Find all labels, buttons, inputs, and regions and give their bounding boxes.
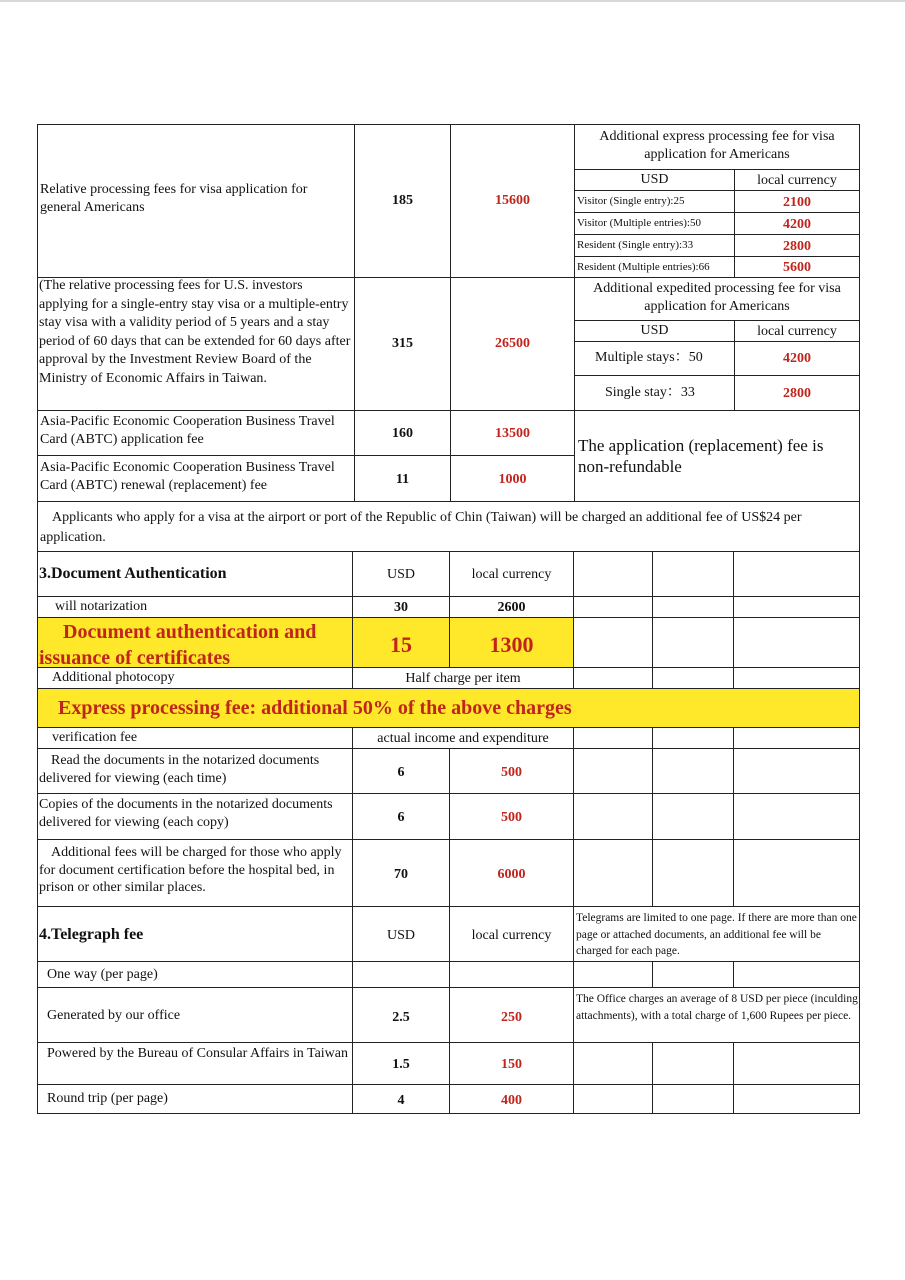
express-item-label: Visitor (Single entry):25 xyxy=(577,195,685,207)
empty-cell xyxy=(733,961,860,988)
copies-local: 500 xyxy=(501,810,522,825)
expedited-local-head: local currency xyxy=(757,324,837,339)
empty-cell xyxy=(652,839,734,907)
copies-usd: 6 xyxy=(397,810,405,825)
one-way-label: One way (per page) xyxy=(47,967,158,982)
copies-label: Copies of the documents in the notarized documents delivered for viewing (each copy) xyxy=(39,797,333,830)
page-top-edge xyxy=(0,0,905,2)
photocopy-value: Half charge per item xyxy=(405,671,521,686)
expedited-item-label: Single stay：33 xyxy=(605,385,695,400)
empty-cell xyxy=(652,727,734,749)
expedited-item-label: Multiple stays：50 xyxy=(595,350,703,365)
empty-cell xyxy=(733,839,860,907)
abtc-app-usd: 160 xyxy=(392,426,413,441)
general-label: Relative processing fees for visa application for general Americans xyxy=(40,182,308,215)
additional-label: Additional fees will be charged for those who apply for document certification before the hospital bed, in prison or other similar places. xyxy=(39,845,342,895)
empty-cell xyxy=(652,617,734,668)
notarization-usd: 30 xyxy=(394,600,408,615)
generated-local: 250 xyxy=(501,1010,522,1025)
empty-cell xyxy=(733,617,860,668)
empty-cell xyxy=(573,793,653,840)
empty-cell xyxy=(449,961,574,988)
generated-note: The Office charges an average of 8 USD per piece (inculding attachments), with a total charge of 1,600 Rupees per piece. xyxy=(576,993,858,1022)
issuance-label: Document authentication and issuance of certificates xyxy=(39,621,317,669)
empty-cell xyxy=(573,1042,653,1085)
empty-cell xyxy=(652,667,734,689)
empty-cell xyxy=(733,1084,860,1114)
empty-cell xyxy=(652,551,734,597)
empty-cell xyxy=(733,748,860,794)
expedited-usd-head: USD xyxy=(640,323,669,338)
expedited-header: Additional expedited processing fee for visa application for Americans xyxy=(593,281,841,314)
empty-cell xyxy=(573,551,653,597)
abtc-app-label: Asia-Pacific Economic Cooperation Business Travel Card (ABTC) application fee xyxy=(40,414,335,447)
verification-value: actual income and expenditure xyxy=(377,731,549,746)
express-item-label: Resident (Single entry):33 xyxy=(577,239,694,251)
expedited-item-local: 2800 xyxy=(783,386,811,401)
express-item-label: Resident (Multiple entries):66 xyxy=(577,261,710,273)
powered-usd: 1.5 xyxy=(392,1057,410,1072)
airport-note: Applicants who apply for a visa at the airport or port of the Republic of Chin (Taiwan) will be charged an additional fee of US$24 per application. xyxy=(40,510,802,545)
issuance-usd: 15 xyxy=(390,632,412,657)
round-trip-label: Round trip (per page) xyxy=(47,1091,168,1106)
empty-cell xyxy=(652,793,734,840)
general-local: 15600 xyxy=(495,193,530,208)
empty-cell xyxy=(573,727,653,749)
expedited-item-local: 4200 xyxy=(783,351,811,366)
investors-label: (The relative processing fees for U.S. investors applying for a single-entry stay visa or a multiple-entry stay visa with a validity period of 5 years and a stay period of 60 days that can be extended for 60 days after approval by the Investment Review Board of the Ministry of Economic Affairs in Taiwan. xyxy=(39,278,351,387)
telegraph-usd-head: USD xyxy=(386,928,415,943)
doc-auth-usd-head: USD xyxy=(386,567,415,582)
empty-cell xyxy=(573,1084,653,1114)
abtc-renew-usd: 11 xyxy=(395,472,410,487)
empty-cell xyxy=(652,1084,734,1114)
express-item-local: 2800 xyxy=(783,239,811,254)
doc-auth-title: 3.Document Authentication xyxy=(39,565,227,582)
empty-cell xyxy=(573,596,653,618)
empty-cell xyxy=(652,596,734,618)
express-local-head: local currency xyxy=(757,173,837,188)
telegraph-note: Telegrams are limited to one page. If there are more than one page or attached documents, an additional fee will be charged for each page. xyxy=(576,912,857,958)
empty-cell xyxy=(352,961,450,988)
notarization-local: 2600 xyxy=(497,600,526,615)
express-banner-text: Express processing fee: additional 50% of the above charges xyxy=(58,697,572,719)
additional-local: 6000 xyxy=(497,867,526,882)
express-header: Additional express processing fee for visa application for Americans xyxy=(599,129,835,162)
express-item-local: 2100 xyxy=(783,195,811,210)
empty-cell xyxy=(733,551,860,597)
generated-usd: 2.5 xyxy=(392,1010,410,1025)
powered-label: Powered by the Bureau of Consular Affairs in Taiwan xyxy=(47,1046,348,1061)
verification-label: verification fee xyxy=(52,730,138,745)
additional-usd: 70 xyxy=(394,867,408,882)
read-docs-usd: 6 xyxy=(397,765,405,780)
telegraph-local-head: local currency xyxy=(471,928,552,943)
generated-label: Generated by our office xyxy=(47,1008,181,1023)
telegraph-title: 4.Telegraph fee xyxy=(39,926,144,943)
notarization-label: will notarization xyxy=(55,599,148,614)
abtc-app-local: 13500 xyxy=(495,426,530,441)
empty-cell xyxy=(652,1042,734,1085)
empty-cell xyxy=(733,793,860,840)
investors-local: 26500 xyxy=(495,336,530,351)
abtc-renew-local: 1000 xyxy=(498,472,527,487)
empty-cell xyxy=(573,617,653,668)
abtc-renew-label: Asia-Pacific Economic Cooperation Business Travel Card (ABTC) renewal (replacement) fee xyxy=(40,460,335,493)
empty-cell xyxy=(733,1042,860,1085)
doc-auth-local-head: local currency xyxy=(471,567,552,582)
non-refundable-note: The application (replacement) fee is non-refundable xyxy=(578,436,824,477)
photocopy-label: Additional photocopy xyxy=(52,670,175,685)
round-trip-usd: 4 xyxy=(397,1093,405,1108)
round-trip-local: 400 xyxy=(501,1093,522,1108)
issuance-local: 1300 xyxy=(489,632,534,657)
express-item-local: 4200 xyxy=(783,217,811,232)
empty-cell xyxy=(733,596,860,618)
express-usd-head: USD xyxy=(640,172,669,187)
empty-cell xyxy=(573,748,653,794)
empty-cell xyxy=(733,727,860,749)
empty-cell xyxy=(573,961,653,988)
empty-cell xyxy=(573,667,653,689)
empty-cell xyxy=(652,961,734,988)
read-docs-label: Read the documents in the notarized documents delivered for viewing (each time) xyxy=(39,753,320,786)
empty-cell xyxy=(733,667,860,689)
express-item-label: Visitor (Multiple entries):50 xyxy=(577,217,701,229)
powered-local: 150 xyxy=(501,1057,522,1072)
empty-cell xyxy=(652,748,734,794)
general-usd: 185 xyxy=(392,193,413,208)
read-docs-local: 500 xyxy=(501,765,522,780)
empty-cell xyxy=(573,839,653,907)
investors-usd: 315 xyxy=(392,336,413,351)
express-item-local: 5600 xyxy=(783,260,811,275)
